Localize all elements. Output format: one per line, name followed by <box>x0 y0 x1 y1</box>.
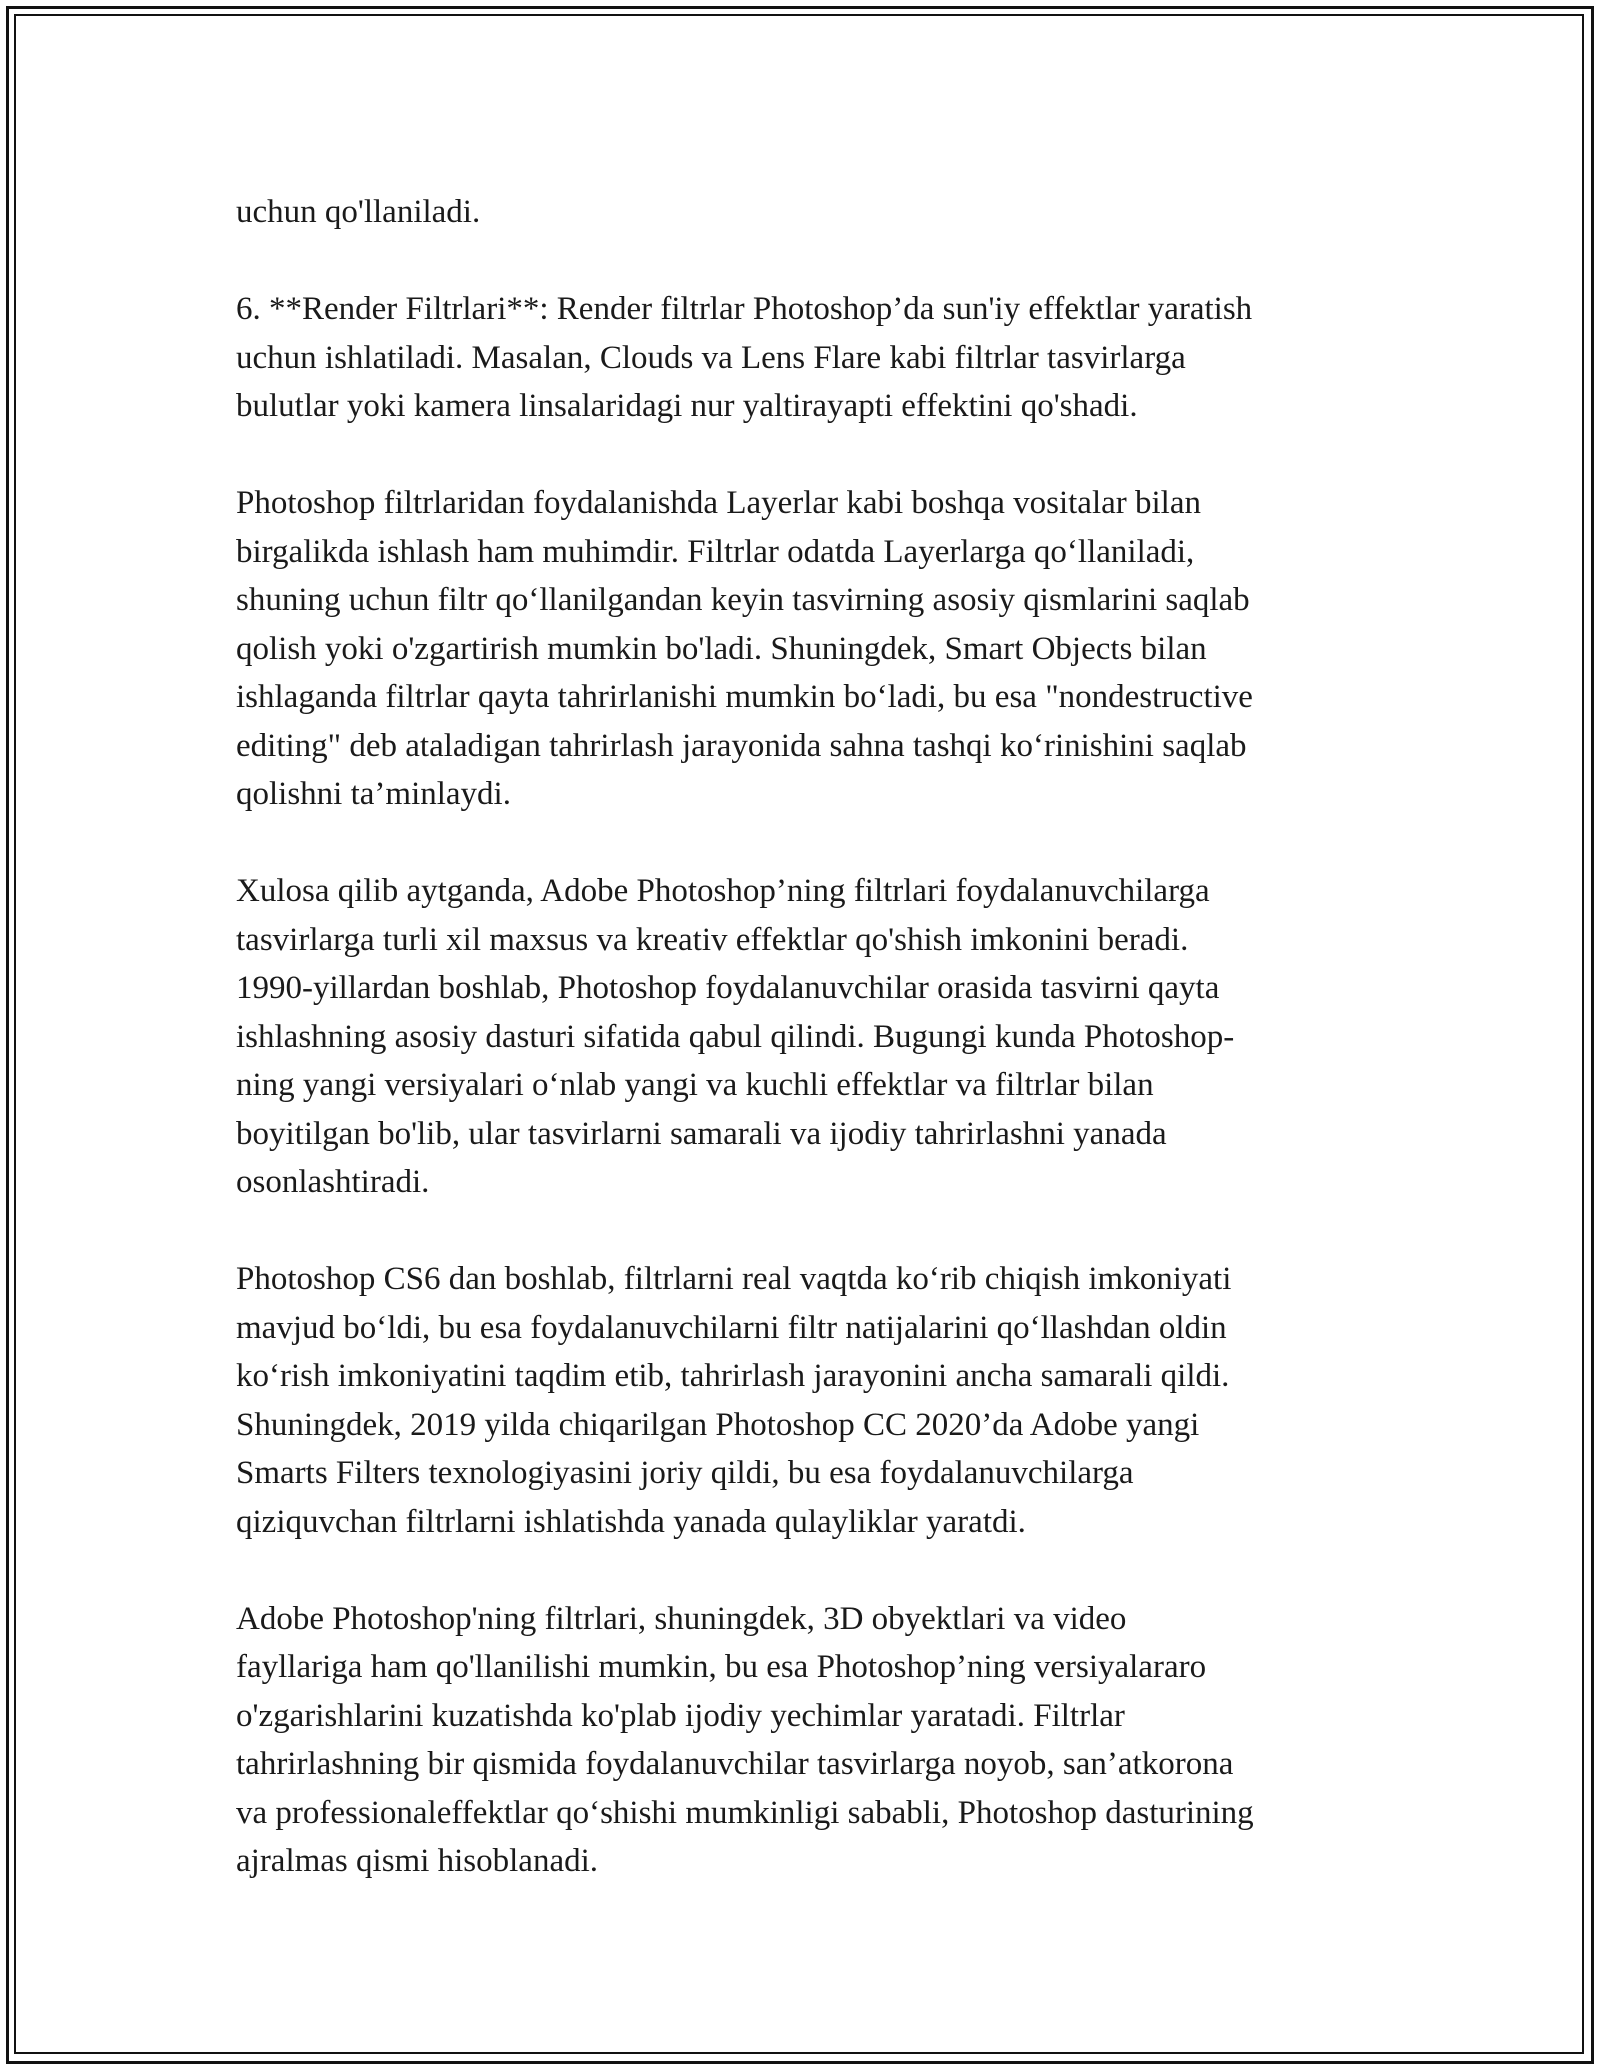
text-line: tahrirlashning bir qismida foydalanuvchilar tasvirlarga noyob, san’atkorona <box>236 1746 1234 1782</box>
text-line: Shuningdek, 2019 yilda chiqarilgan Photoshop CC 2020’da Adobe yangi <box>236 1406 1200 1443</box>
text-line: fayllariga ham qo'llanilishi mumkin, bu esa Photoshop’ning versiyalararo <box>236 1649 1207 1685</box>
text-line: bulutlar yoki kamera linsalaridagi nur yaltirayapti effektini qo'shadi. <box>236 388 1138 424</box>
text-line: ajralmas qismi hisoblanadi. <box>236 1843 599 1879</box>
text-line: qolish yoki o'zgartirish mumkin bo'ladi. Shuningdek, Smart Objects bilan <box>236 630 1207 667</box>
paragraph <box>236 1255 1376 1546</box>
text-line: boyitilgan bo'lib, ular tasvirlarni samarali va ijodiy tahrirlashni yanada <box>236 1115 1167 1152</box>
paragraph <box>236 1595 1376 1886</box>
text-line: uchun qo'llaniladi. <box>236 194 481 230</box>
paragraph <box>236 285 1376 431</box>
text-line: shuning uchun filtr qo‘llanilgandan keyin tasvirning asosiy qismlarini saqlab <box>236 582 1250 618</box>
text-line: editing" deb ataladigan tahrirlash jarayonida sahna tashqi ko‘rinishini saqlab <box>236 727 1247 764</box>
text-line: Photoshop CS6 dan boshlab, filtrlarni real vaqtda ko‘rib chiqish imkoniyati <box>236 1261 1232 1297</box>
text-line: o'zgarishlarini kuzatishda ko'plab ijodiy yechimlar yaratadi. Filtrlar <box>236 1697 1125 1734</box>
text-line: Xulosa qilib aytganda, Adobe Photoshop’ning filtrlari foydalanuvchilarga <box>236 873 1210 909</box>
text-line: Photoshop filtrlaridan foydalanishda Layerlar kabi boshqa vositalar bilan <box>236 485 1201 521</box>
paragraph-gap <box>236 1207 1376 1256</box>
paragraph-gap <box>236 237 1376 286</box>
paragraph-gap <box>236 431 1376 480</box>
text-line: uchun ishlatiladi. Masalan, Clouds va Lens Flare kabi filtrlar tasvirlarga <box>236 339 1186 376</box>
text-line: Adobe Photoshop'ning filtrlari, shuningdek, 3D obyektlari va video <box>236 1600 1127 1637</box>
text-line: osonlashtiradi. <box>236 1164 430 1200</box>
text-line: ishlashning asosiy dasturi sifatida qabul qilindi. Bugungi kunda Photoshop- <box>236 1018 1235 1055</box>
document-body <box>236 188 1376 1886</box>
paragraph <box>236 188 1376 237</box>
text-line: ishlaganda filtrlar qayta tahrirlanishi mumkin bo‘ladi, bu esa "nondestructive <box>236 679 1253 715</box>
text-line: tasvirlarga turli xil maxsus va kreativ effektlar qo'shish imkonini beradi. <box>236 921 1189 958</box>
text-line: va professionaleffektlar qo‘shishi mumkinligi sababli, Photoshop dasturining <box>236 1794 1254 1831</box>
paragraph-gap <box>236 1546 1376 1595</box>
paragraph <box>236 479 1376 819</box>
paragraph-gap <box>236 819 1376 868</box>
text-line: birgalikda ishlash ham muhimdir. Filtrlar odatda Layerlarga qo‘llaniladi, <box>236 533 1195 570</box>
paragraph <box>236 867 1376 1207</box>
text-line: 6. **Render Filtrlari**: Render filtrlar Photoshop’da sun'iy effektlar yaratish <box>236 291 1253 327</box>
text-line: qolishni ta’minlaydi. <box>236 776 511 812</box>
text-line: Smarts Filters texnologiyasini joriy qildi, bu esa foydalanuvchilarga <box>236 1455 1134 1491</box>
text-line: ning yangi versiyalari o‘nlab yangi va kuchli effektlar va filtrlar bilan <box>236 1067 1154 1103</box>
text-line: ko‘rish imkoniyatini taqdim etib, tahrirlash jarayonini ancha samarali qildi. <box>236 1358 1230 1394</box>
text-line: qiziquvchan filtrlarni ishlatishda yanada qulayliklar yaratdi. <box>236 1503 1026 1540</box>
text-line: mavjud bo‘ldi, bu esa foydalanuvchilarni filtr natijalarini qo‘llashdan oldin <box>236 1309 1227 1346</box>
text-line: 1990-yillardan boshlab, Photoshop foydalanuvchilar orasida tasvirni qayta <box>236 970 1220 1006</box>
